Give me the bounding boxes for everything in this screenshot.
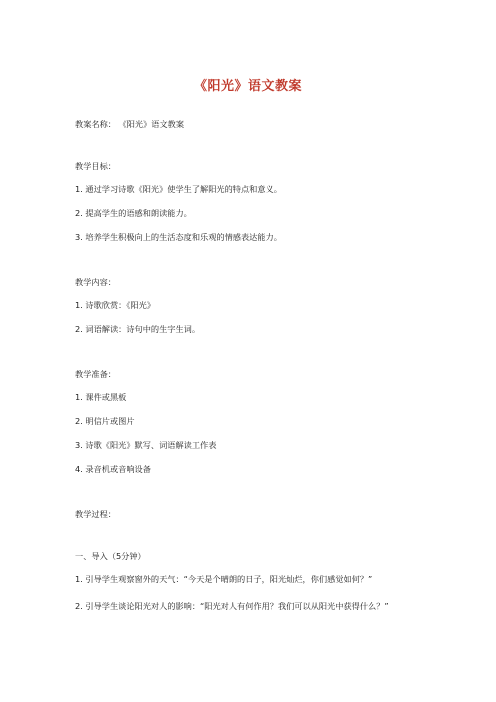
process-item-1: 1. 引导学生观察窗外的天气：“今天是个晴朗的日子，阳光灿烂，你们感觉如何？”: [75, 574, 373, 584]
content-item-1: 1. 诗歌欣赏：《阳光》: [75, 300, 156, 310]
preparation-heading: 教学准备：: [75, 369, 116, 379]
document-title: 《阳光》语文教案: [193, 79, 302, 94]
preparation-item-3: 3. 诗歌《阳光》默写、词语解读工作表: [75, 440, 217, 450]
objective-item-1: 1. 通过学习诗歌《阳光》使学生了解阳光的特点和意义。: [75, 184, 282, 194]
preparation-item-4: 4. 录音机或音响设备: [75, 464, 151, 474]
preparation-item-1: 1. 课件或黑板: [75, 392, 127, 402]
process-section-intro: 一、导入（5分钟）: [75, 551, 146, 561]
process-heading: 教学过程：: [75, 509, 116, 519]
objectives-heading: 教学目标：: [75, 161, 116, 171]
content-item-2: 2. 词语解读：诗句中的生字生词。: [75, 324, 201, 334]
objective-item-3: 3. 培养学生积极向上的生活态度和乐观的情感表达能力。: [75, 232, 282, 242]
process-item-2: 2. 引导学生谈论阳光对人的影响：“阳光对人有何作用？我们可以从阳光中获得什么？”: [75, 601, 389, 611]
objective-item-2: 2. 提高学生的语感和朗读能力。: [75, 208, 192, 218]
plan-name: 教案名称： 《阳光》语文教案: [75, 119, 185, 129]
content-heading: 教学内容：: [75, 277, 116, 287]
preparation-item-2: 2. 明信片或图片: [75, 416, 135, 426]
